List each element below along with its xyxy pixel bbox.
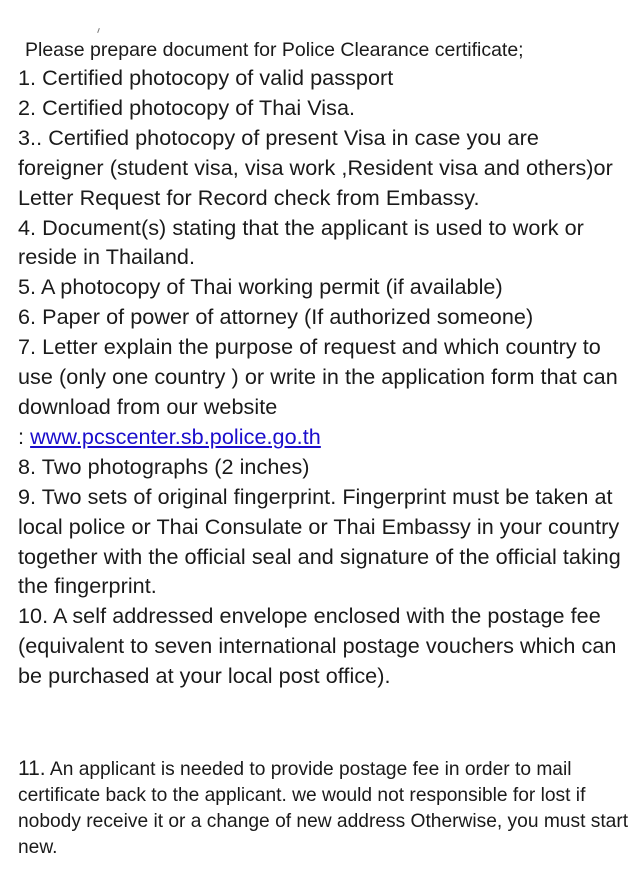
list-item-7: 7. Letter explain the purpose of request and which country to use (only one country ) or write in the application form that can download from our website xyxy=(18,334,618,419)
list-item-11-text: An applicant is needed to provide postage fee in order to mail certificate back to the applicant. we would not responsible for lost if nobody receive it or a change of new address Otherwise, you must start new. xyxy=(18,759,629,858)
list-item-2: 2. Certified photocopy of Thai Visa. xyxy=(18,94,356,120)
website-prefix: : xyxy=(18,423,31,449)
intro-heading: Please prepare document for Police Clearance certificate; xyxy=(25,39,524,61)
requirements-list xyxy=(18,63,630,691)
list-item-3: 3.. Certified photocopy of present Visa in case you are foreigner (student visa, visa work ,Resident visa and others)or Letter Request for Record check from Embassy. xyxy=(18,124,613,210)
stray-mark xyxy=(97,28,100,33)
list-item-10: 10. A self addressed envelope enclosed with the postage fee (equivalent to seven international postage vouchers which can be purchased at your local post office). xyxy=(18,603,617,689)
list-item-11 xyxy=(18,756,630,861)
list-item-1: 1. Certified photocopy of valid passport xyxy=(18,65,394,90)
list-item-4: 4. Document(s) stating that the applicant is used to work or reside in Thailand. xyxy=(18,214,584,270)
list-item-8: 8. Two photographs (2 inches) xyxy=(18,453,310,479)
list-item-5: 5. A photocopy of Thai working permit (if available) xyxy=(18,274,503,300)
list-item-6: 6. Paper of power of attorney (If authorized someone) xyxy=(18,304,534,330)
list-item-11-number: 11. xyxy=(18,757,46,780)
website-line xyxy=(18,422,630,452)
list-item-9: 9. Two sets of original fingerprint. Fingerprint must be taken at local police or Thai Consulate or Thai Embassy in your country together with the official seal and signature of the official taking the fingerprint. xyxy=(18,483,621,599)
website-link[interactable]: www.pcscenter.sb.police.go.th xyxy=(30,423,321,449)
